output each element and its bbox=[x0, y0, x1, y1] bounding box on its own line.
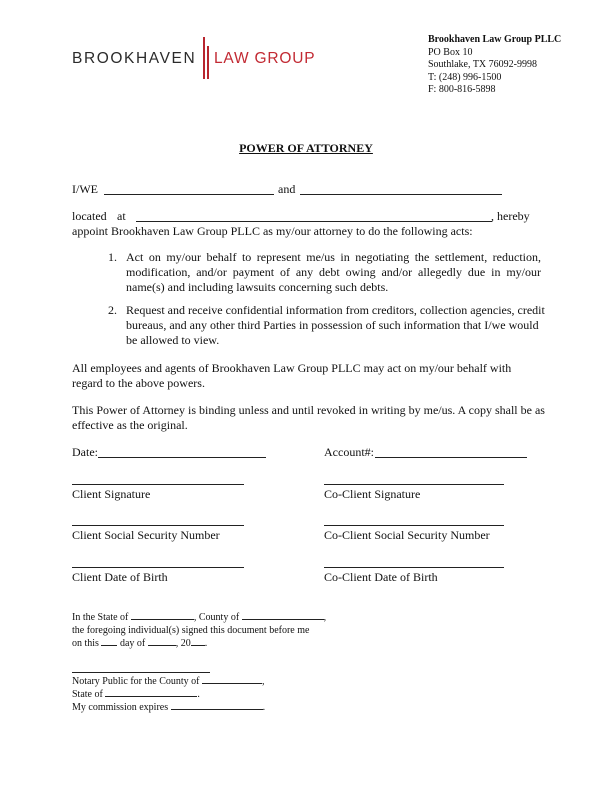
client-ssn-line[interactable] bbox=[72, 525, 244, 526]
notary-signature-line[interactable] bbox=[72, 672, 210, 673]
hereby-label: , hereby bbox=[491, 209, 530, 223]
appoint-text: appoint Brookhaven Law Group PLLC as my/our attorney to do the following acts: bbox=[72, 224, 473, 238]
day-of-text: day of bbox=[119, 638, 146, 649]
foregoing-text: the foregoing individual(s) signed this document before me bbox=[72, 625, 310, 636]
client-dob-line[interactable] bbox=[72, 567, 244, 568]
binding-paragraph: This Power of Attorney is binding unless and until revoked in writing by me/us. A copy shall be as effective as the original. bbox=[72, 403, 545, 432]
logo-law-group: LAW GROUP bbox=[214, 50, 316, 67]
coclient-ssn-line[interactable] bbox=[324, 525, 504, 526]
comma-text: , bbox=[323, 612, 327, 623]
notary-state-period: . bbox=[197, 689, 200, 700]
notary-public-row bbox=[72, 675, 264, 688]
employees-paragraph: All employees and agents of Brookhaven Law Group PLLC may act on my/our behalf with regard to the above powers. bbox=[72, 361, 512, 390]
iwe-label: I/WE bbox=[72, 182, 98, 196]
firm-address bbox=[428, 34, 561, 97]
iwe-name-line[interactable] bbox=[104, 194, 274, 195]
act-1-number: 1. bbox=[108, 250, 117, 264]
firm-name: Brookhaven Law Group PLLC bbox=[428, 34, 562, 45]
date-label: Date: bbox=[72, 445, 98, 459]
commission-period: . bbox=[262, 702, 266, 713]
act-1-text: Act on my/our behalf to represent me/us in negotiating the settlement, reduction, modification, and/or payment of any debt owing and/or allegedly due in my/our name(s) and including lawsuits concerning such debts. bbox=[126, 250, 541, 294]
logo-divider-short bbox=[207, 46, 209, 79]
client-dob-label: Client Date of Birth bbox=[72, 570, 168, 584]
coclient-ssn-label: Co-Client Social Security Number bbox=[324, 528, 490, 542]
commission-row bbox=[72, 701, 265, 714]
and-label: and bbox=[278, 182, 296, 196]
notary-month-line[interactable] bbox=[148, 645, 176, 646]
notary-state-name-row bbox=[72, 688, 200, 701]
notary-public-comma: , bbox=[261, 676, 265, 687]
act-2-text: Request and receive confidential information from creditors, collection agencies, credit bureaus, and any other third Parties in possession of such information that I/we would be allowed to view. bbox=[126, 303, 545, 347]
coclient-dob-label: Co-Client Date of Birth bbox=[324, 570, 438, 584]
client-signature-line[interactable] bbox=[72, 484, 244, 485]
year-prefix-text: , 20 bbox=[175, 638, 191, 649]
notary-state-name-line[interactable] bbox=[105, 696, 197, 697]
coclient-signature-label: Co-Client Signature bbox=[324, 487, 421, 501]
coclient-dob-line[interactable] bbox=[324, 567, 504, 568]
account-label: Account#: bbox=[324, 445, 374, 459]
on-this-text: on this bbox=[72, 638, 99, 649]
address-fax: F: 800-816-5898 bbox=[428, 84, 496, 96]
notary-state-line[interactable] bbox=[131, 619, 194, 620]
located-label: located bbox=[72, 209, 107, 223]
notary-day-line[interactable] bbox=[101, 645, 117, 646]
logo-divider bbox=[203, 37, 205, 79]
address-po-box: PO Box 10 bbox=[428, 46, 473, 58]
period-text: . bbox=[204, 638, 208, 649]
notary-county-name-line[interactable] bbox=[202, 683, 262, 684]
commission-expiry-line[interactable] bbox=[171, 709, 263, 710]
notary-year-line[interactable] bbox=[191, 645, 205, 646]
notary-public-text: Notary Public for the County of bbox=[72, 676, 200, 687]
county-of-text: , County of bbox=[193, 612, 240, 623]
document-title: POWER OF ATTORNEY bbox=[239, 141, 373, 155]
date-line[interactable] bbox=[98, 457, 266, 458]
notary-state-text: State of bbox=[72, 689, 103, 700]
address-phone: T: (248) 996-1500 bbox=[428, 71, 502, 83]
notary-date-row bbox=[72, 637, 207, 650]
client-ssn-label: Client Social Security Number bbox=[72, 528, 220, 542]
notary-county-line[interactable] bbox=[242, 619, 324, 620]
act-2-number: 2. bbox=[108, 303, 117, 317]
commission-text: My commission expires bbox=[72, 702, 169, 713]
account-line[interactable] bbox=[375, 457, 527, 458]
state-of-text: In the State of bbox=[72, 612, 129, 623]
coclient-signature-line[interactable] bbox=[324, 484, 504, 485]
address-line[interactable] bbox=[136, 221, 492, 222]
logo-brookhaven: BROOKHAVEN bbox=[72, 50, 197, 67]
and-name-line[interactable] bbox=[300, 194, 502, 195]
client-signature-label: Client Signature bbox=[72, 487, 151, 501]
address-city: Southlake, TX 76092-9998 bbox=[428, 59, 537, 71]
notary-state-row bbox=[72, 611, 326, 624]
at-label: at bbox=[117, 209, 126, 223]
